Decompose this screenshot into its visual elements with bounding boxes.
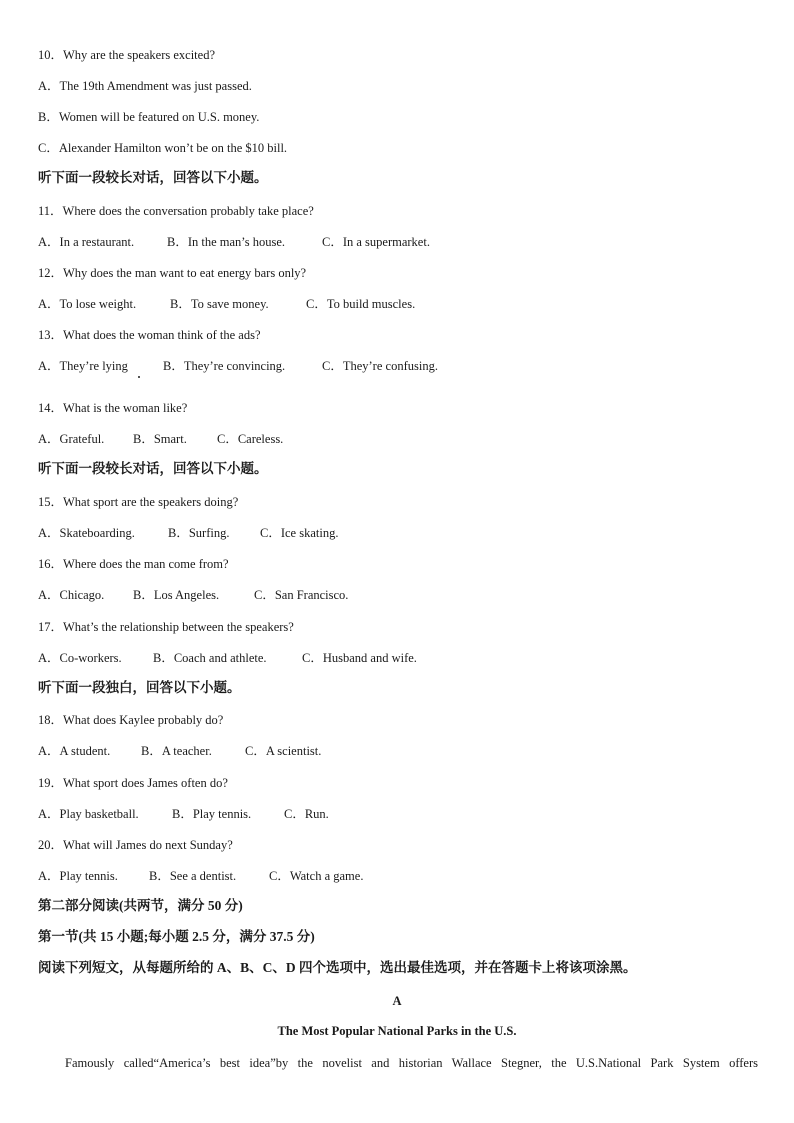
question-15-option-b: B．Surfing. [168, 526, 230, 540]
question-17-option-a: A．Co-workers. [38, 651, 122, 665]
section-heading-1: 听下面一段较长对话，回答以下小题。 [38, 170, 268, 185]
question-14-stem: 14．What is the woman like? [38, 401, 188, 415]
question-16-option-c: C．San Francisco. [254, 588, 349, 602]
question-19-option-b: B．Play tennis. [172, 807, 252, 821]
question-18-options [38, 743, 321, 759]
question-16-options [38, 587, 348, 603]
question-14-option-b: B．Smart. [133, 432, 187, 446]
part-2-heading: 第二部分阅读(共两节，满分 50 分) [38, 898, 243, 913]
question-18-option-a: A．A student. [38, 744, 111, 758]
question-11-option-a: A．In a restaurant. [38, 235, 135, 249]
question-15-option-a: A．Skateboarding. [38, 526, 135, 540]
question-16-option-b: B．Los Angeles. [133, 588, 220, 602]
question-10-option-a: A．The 19th Amendment was just passed. [38, 79, 252, 93]
question-18-option-b: B．A teacher. [141, 744, 212, 758]
question-13-option-a: A．They’re lying [38, 359, 128, 373]
reading-instructions: 阅读下列短文，从每题所给的 A、B、C、D 四个选项中，选出最佳选项，并在答题卡上将该项涂黑。 [38, 960, 637, 975]
question-13-option-b: B．They’re convincing. [163, 359, 286, 373]
question-11-option-c: C．In a supermarket. [322, 235, 430, 249]
question-18-stem: 18．What does Kaylee probably do? [38, 713, 224, 727]
question-12-options [38, 296, 415, 312]
question-13-option-c: C．They’re confusing. [322, 359, 438, 373]
question-19-option-a: A．Play basketball. [38, 807, 139, 821]
question-20-option-a: A．Play tennis. [38, 869, 118, 883]
question-20-option-b: B．See a dentist. [149, 869, 237, 883]
question-10-stem: 10．Why are the speakers excited? [38, 48, 216, 62]
question-13-stem: 13．What does the woman think of the ads? [38, 328, 261, 342]
question-17-stem: 17．What’s the relationship between the speakers? [38, 620, 294, 634]
question-12-option-b: B．To save money. [170, 297, 269, 311]
question-19-options [38, 806, 329, 822]
question-12-option-a: A．To lose weight. [38, 297, 137, 311]
question-12-stem: 12．Why does the man want to eat energy bars only? [38, 266, 307, 280]
question-11-option-b: B．In the man’s house. [167, 235, 286, 249]
question-20-stem: 20．What will James do next Sunday? [38, 838, 233, 852]
question-11-stem: 11．Where does the conversation probably take place? [38, 204, 314, 218]
question-19-stem: 19．What sport does James often do? [38, 776, 228, 790]
passage-paragraph: Famously called“America’s best idea”by the novelist and historian Wallace Stegner, the U.S.National Park System offers [65, 1056, 758, 1070]
stray-dot-mark [138, 376, 140, 378]
question-11-options [38, 234, 430, 250]
question-12-option-c: C．To build muscles. [306, 297, 416, 311]
question-15-options [38, 525, 338, 541]
section-1-heading: 第一节(共 15 小题;每小题 2.5 分，满分 37.5 分) [38, 929, 315, 944]
question-18-option-c: C．A scientist. [245, 744, 322, 758]
passage-letter: A [392, 994, 402, 1008]
passage-title: The Most Popular National Parks in the U.S. [277, 1024, 517, 1038]
question-15-option-c: C．Ice skating. [260, 526, 339, 540]
question-20-options [38, 868, 363, 884]
question-14-option-a: A．Grateful. [38, 432, 105, 446]
question-15-stem: 15．What sport are the speakers doing? [38, 495, 239, 509]
question-19-option-c: C．Run. [284, 807, 329, 821]
question-10-option-b: B．Women will be featured on U.S. money. [38, 110, 260, 124]
question-17-option-c: C．Husband and wife. [302, 651, 417, 665]
question-10-option-c: C．Alexander Hamilton won’t be on the $10 bill. [38, 141, 288, 155]
question-20-option-c: C．Watch a game. [269, 869, 364, 883]
section-heading-3: 听下面一段独白，回答以下小题。 [38, 680, 241, 695]
question-13-options [38, 358, 438, 374]
question-14-options [38, 431, 283, 447]
question-17-option-b: B．Coach and athlete. [153, 651, 267, 665]
section-heading-2: 听下面一段较长对话，回答以下小题。 [38, 461, 268, 476]
question-14-option-c: C．Careless. [217, 432, 284, 446]
question-16-option-a: A．Chicago. [38, 588, 105, 602]
question-16-stem: 16．Where does the man come from? [38, 557, 229, 571]
question-17-options [38, 650, 417, 666]
